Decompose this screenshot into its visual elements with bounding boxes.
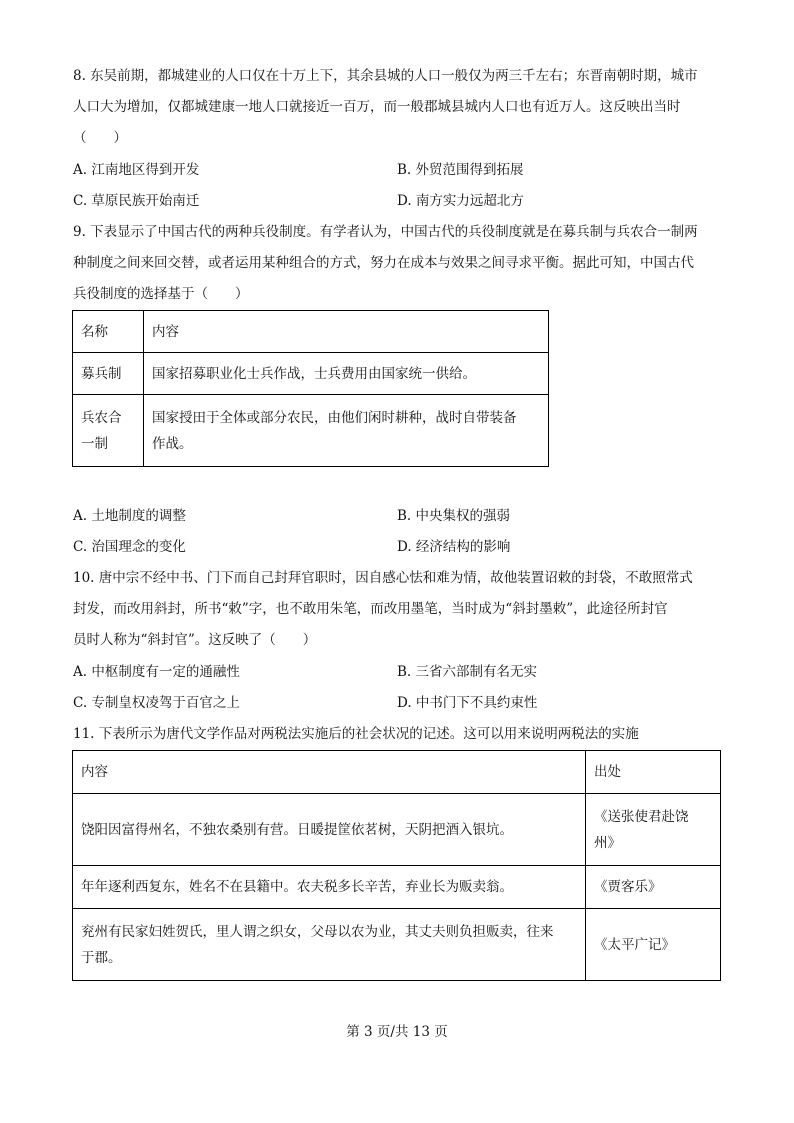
q8-stem-line-3: （ ）: [73, 130, 127, 146]
q11-table-row: [73, 909, 721, 981]
q11-stem-line-1: 11. 下表所示为唐代文学作品对两税法实施后的社会状况的记述。这可以用来说明两税法的实施: [73, 726, 639, 742]
cell-text: 兖州有民家妇姓贺氏，里人谓之织女，父母以农为业，其丈夫则负担贩卖，往来: [81, 923, 554, 940]
q9-table-row: [73, 353, 549, 395]
q9-option-d: D. 经济结构的影响: [397, 539, 511, 555]
q10-stem-line-1: 10. 唐中宗不经中书、门下而自己封拜官职时，因自感心怯和难为情，故他装置诏敕的封袋，不敢照常式: [73, 570, 693, 586]
cell-text: 《送张使君赴饶: [594, 808, 689, 825]
q9-table-cell-name: [73, 353, 144, 395]
q9-table-cell-content: [144, 395, 549, 467]
cell-text: 募兵制: [81, 365, 122, 382]
q9-table-header-row: [73, 311, 549, 353]
cell-text: 国家授田于全体或部分农民，由他们闲时耕种，战时自带装备: [152, 409, 517, 426]
page-number-footer: 第 3 页/共 13 页: [346, 1024, 448, 1040]
cell-text: 一制: [81, 435, 108, 452]
q10-stem-line-2: 封发，而改用斜封，所书“敕”字，也不敢用朱笔，而改用墨笔，当时成为“斜封墨敕”，此途径所封官: [73, 601, 668, 617]
q11-table-row: [73, 866, 721, 909]
q9-option-a: A. 土地制度的调整: [73, 508, 186, 524]
q8-option-a: A. 江南地区得到开发: [73, 162, 200, 178]
q11-table-cell-source: [586, 866, 721, 909]
q8-option-b: B. 外贸范围得到拓展: [397, 162, 524, 178]
q10-stem-line-3: 员时人称为“斜封官”。这反映了（ ）: [73, 632, 317, 648]
q9-stem-line-3: 兵役制度的选择基于（ ）: [73, 286, 249, 302]
cell-text: 年年逐利西复东，姓名不在县籍中。农夫税多长辛苦，弃业长为贩卖翁。: [81, 879, 513, 895]
q9-table-cell-name: [73, 395, 144, 467]
q9-stem-line-2: 种制度之间来回交替，或者运用某种组合的方式，努力在成本与效果之间寻求平衡。据此可知，中国古代: [73, 255, 694, 271]
cell-text: 国家招募职业化士兵作战，士兵费用由国家统一供给。: [152, 365, 476, 382]
q9-table-header-name: 名称: [73, 311, 144, 353]
q11-table-header-source: 出处: [586, 751, 721, 794]
q11-table-cell-source: [586, 909, 721, 981]
q11-table-cell-content: [73, 794, 586, 866]
q8-option-d: D. 南方实力远超北方: [397, 193, 524, 209]
cell-text: 《贾客乐》: [594, 879, 662, 895]
q9-table-cell-content: [144, 353, 549, 395]
cell-text: 《太平广记》: [594, 936, 675, 953]
q9-option-b: B. 中央集权的强弱: [397, 508, 511, 524]
q10-option-c: C. 专制皇权凌驾于百官之上: [73, 695, 240, 711]
q9-table-header-content: 内容: [144, 311, 549, 353]
q8-stem-line-2: 人口大为增加，仅都城建康一地人口就接近一百万，而一般郡城县城内人口也有近万人。这反映出当时: [73, 99, 681, 115]
q9-table: [72, 310, 549, 467]
cell-text: 州》: [594, 834, 621, 851]
q10-option-b: B. 三省六部制有名无实: [397, 664, 538, 680]
cell-text: 作战。: [152, 435, 193, 452]
q9-table-row: [73, 395, 549, 467]
q11-table-header-row: [73, 751, 721, 794]
cell-text: 兵农合: [81, 409, 122, 426]
cell-text: 于郡。: [81, 949, 122, 966]
cell-text: 饶阳因富得州名，不独农桑别有营。日暖提筐依茗树，天阴把酒入银坑。: [81, 821, 513, 838]
q10-option-a: A. 中枢制度有一定的通融性: [73, 664, 240, 680]
q8-option-c: C. 草原民族开始南迁: [73, 193, 200, 209]
q11-table-cell-source: [586, 794, 721, 866]
q8-stem-line-1: 8. 东吴前期，都城建业的人口仅在十万上下，其余县城的人口一般仅为两三千左右；东晋南朝时期，城市: [73, 68, 698, 84]
q11-table-header-content: 内容: [73, 751, 586, 794]
q9-stem-line-1: 9. 下表显示了中国古代的两种兵役制度。有学者认为，中国古代的兵役制度就是在募兵制与兵农合一制两: [73, 224, 698, 240]
q11-table-row: [73, 794, 721, 866]
q11-table-cell-content: [73, 909, 586, 981]
q9-option-c: C. 治国理念的变化: [73, 539, 186, 555]
q10-option-d: D. 中书门下不具约束性: [397, 695, 538, 711]
q11-table-cell-content: [73, 866, 586, 909]
q11-table: [72, 750, 721, 981]
